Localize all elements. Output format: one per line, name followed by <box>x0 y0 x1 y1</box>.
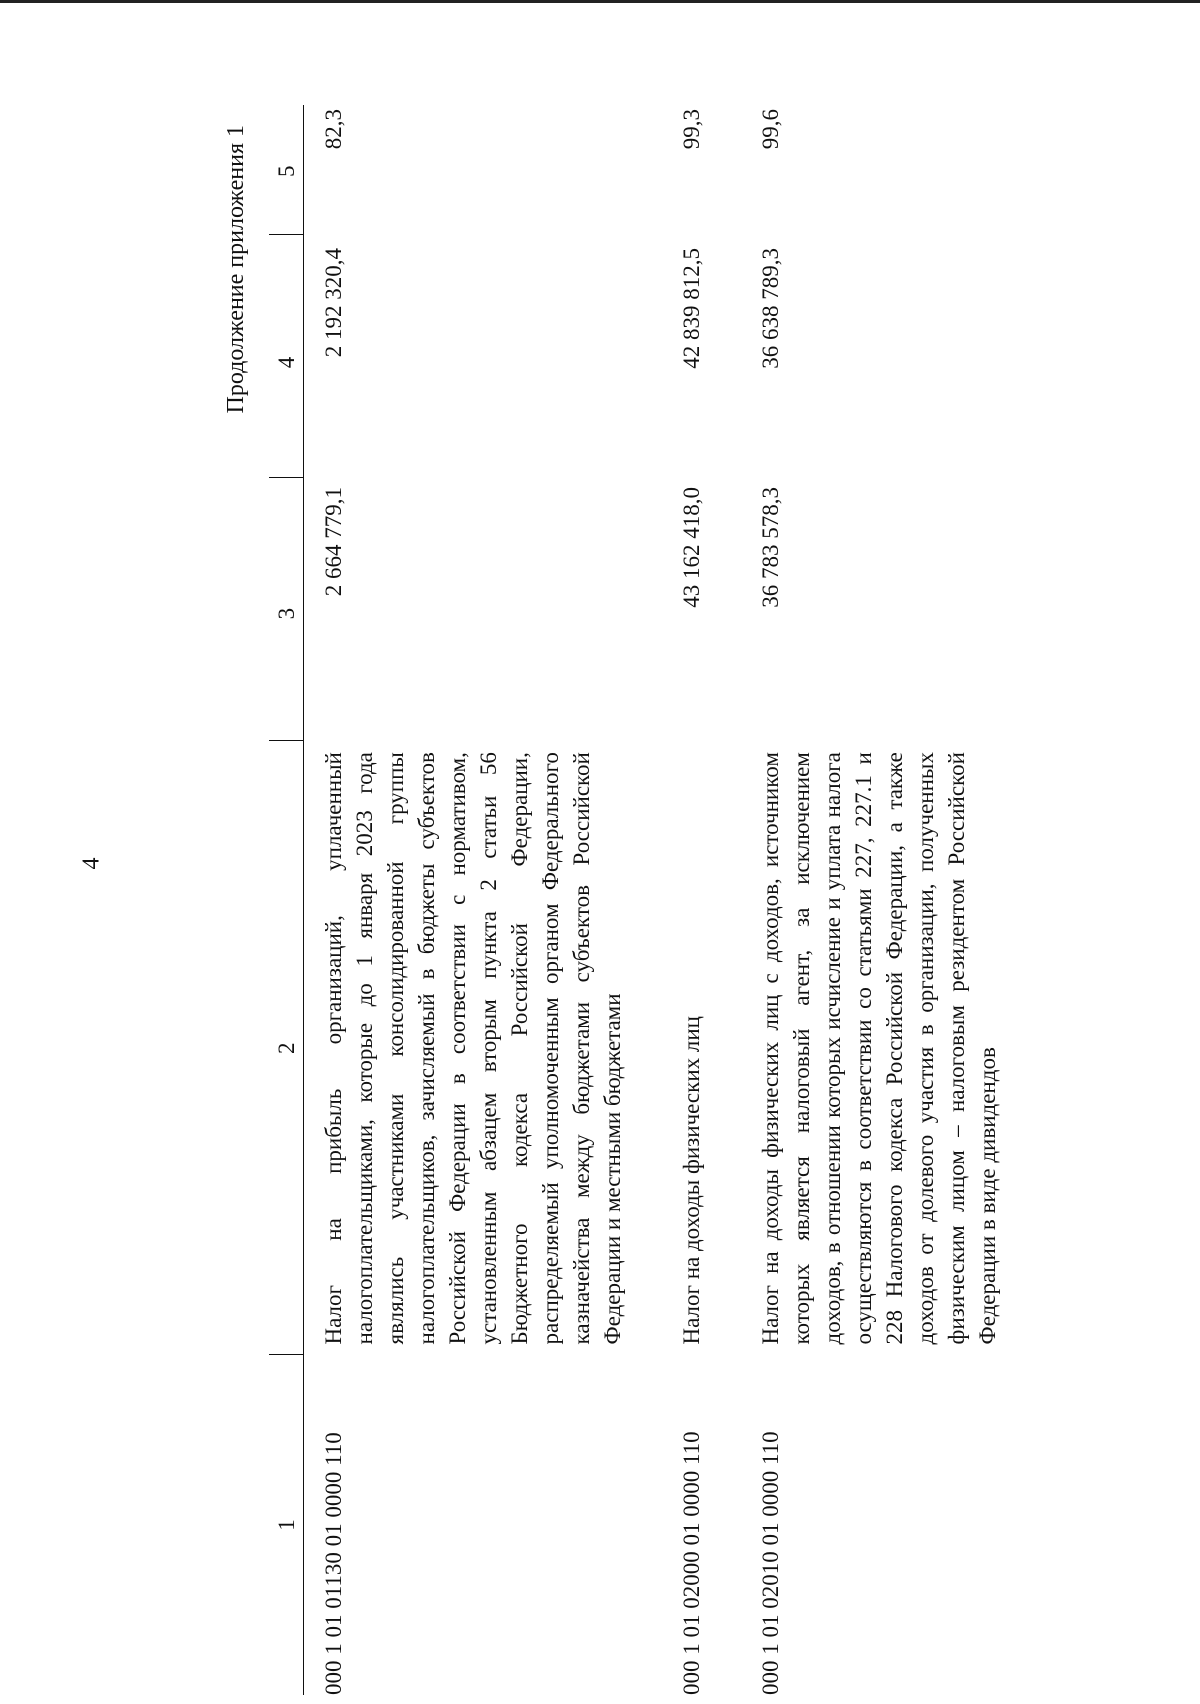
row-description: Налог на доходы физических лиц <box>679 1016 704 1345</box>
header-row <box>269 105 304 1695</box>
column-header-4: 4 <box>269 234 304 477</box>
column-header-1: 1 <box>269 1354 304 1695</box>
row-value-col4: 42 839 812,5 <box>679 248 704 369</box>
row-value-col5: 82,3 <box>321 109 346 150</box>
page-number: 4 <box>78 857 105 870</box>
row-value-col4: 2 192 320,4 <box>321 248 346 358</box>
row-code: 000 1 01 01130 01 0000 110 <box>321 1432 346 1695</box>
column-header-5: 5 <box>269 105 304 234</box>
table-row <box>674 105 707 1695</box>
row-value-col5: 99,6 <box>758 109 783 150</box>
table-row <box>753 105 1003 1695</box>
row-value-col3: 36 783 578,3 <box>758 487 783 608</box>
continuation-title: Продолжение приложения 1 <box>223 125 249 414</box>
column-header-3: 3 <box>269 477 304 740</box>
row-value-col5: 99,3 <box>679 109 704 150</box>
scan-top-edge <box>0 0 1200 3</box>
row-value-col4: 36 638 789,3 <box>758 248 783 369</box>
row-spacer <box>628 105 674 1695</box>
row-description: Налог на прибыль организаций, уплаченный налогоплательщиками, которые до 1 января 2023 года являлись участниками консолидированной группы налогоплательщиков, зачисляемый в бюджеты субъектов Российской Федерации в соответствии с нормативом, установленным абзацем вторым пункта 2 статьи 56 Бюджетного кодекса Российской Федерации, распределяемый уполномоченным органом Федерального казначейства между бюджетами субъектов Российской Федерации и местными бюджетами <box>321 752 625 1345</box>
row-spacer <box>707 105 753 1695</box>
row-code: 000 1 01 02000 01 0000 110 <box>679 1431 704 1695</box>
row-description: Налог на доходы физических лиц с доходов, источником которых является налоговый агент, за исключением доходов, в отношении которых исчисление и уплата налога осуществляются в соответствии со статьями 227, 227.1 и 228 Налогового кодекса Российской Федерации, а также доходов от долевого участия в организации, полученных физическим лицом – налоговым резидентом Российской Федерации в виде дивидендов <box>758 752 1000 1345</box>
row-code: 000 1 01 02010 01 0000 110 <box>758 1431 783 1695</box>
revenue-table <box>269 105 1003 1695</box>
row-value-col3: 2 664 779,1 <box>321 487 346 597</box>
row-value-col3: 43 162 418,0 <box>679 487 704 608</box>
rotated-sheet <box>175 95 1185 1695</box>
column-header-2: 2 <box>269 740 304 1354</box>
table-row <box>304 105 629 1695</box>
